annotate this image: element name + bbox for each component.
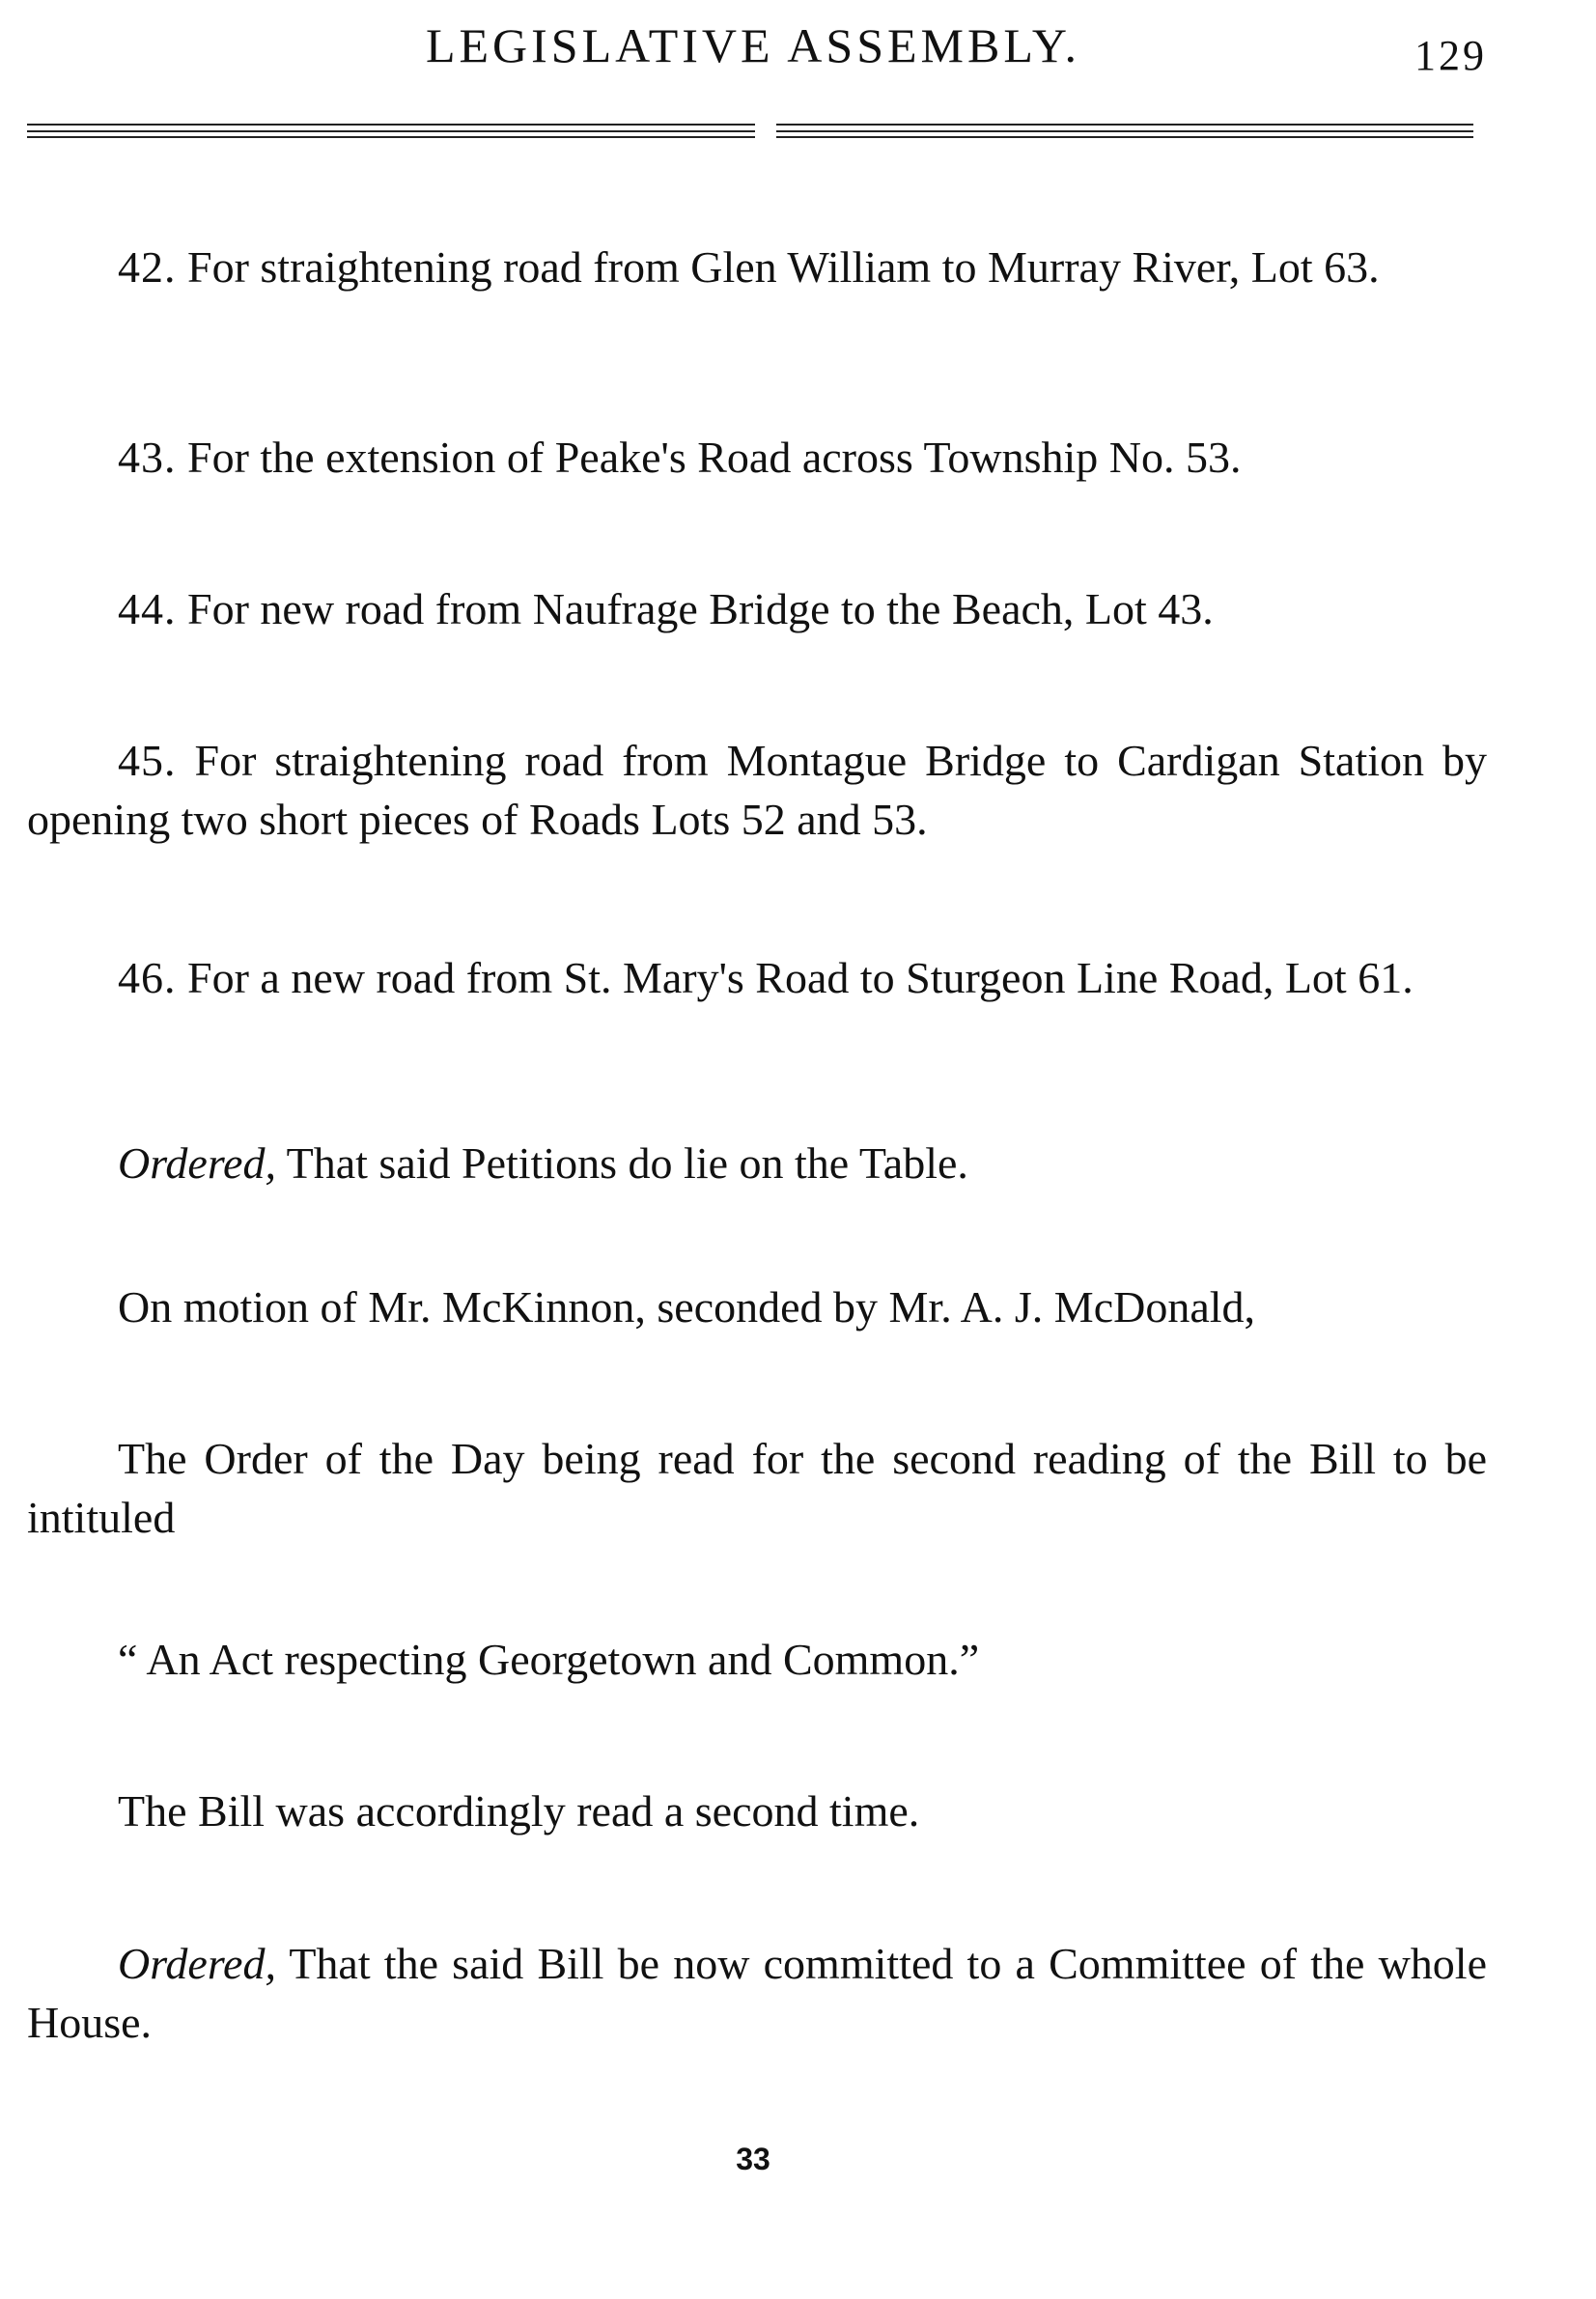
rule-line bbox=[27, 130, 1473, 132]
petition-item-46 bbox=[27, 948, 1487, 1007]
second-reading bbox=[27, 1781, 1487, 1840]
rule-line bbox=[27, 136, 1473, 138]
act-title bbox=[27, 1630, 1487, 1689]
petition-item-42 bbox=[27, 238, 1487, 296]
petition-item-44 bbox=[27, 579, 1487, 638]
item-text: For straightening road from Montague Bridge to Cardigan Station by opening two short pieces of Roads Lots 52 and 53. bbox=[27, 736, 1487, 844]
motion-line bbox=[27, 1277, 1487, 1336]
order-committee bbox=[27, 1934, 1487, 2052]
header-rule bbox=[27, 124, 1473, 139]
item-number: 43. bbox=[118, 433, 177, 482]
rule-gap bbox=[755, 124, 776, 139]
item-number: 46. bbox=[118, 953, 177, 1002]
petition-item-43 bbox=[27, 428, 1487, 487]
item-number: 45. bbox=[118, 736, 177, 785]
order-text: That said Petitions do lie on the Table. bbox=[286, 1138, 968, 1188]
second-reading-text: The Bill was accordingly read a second time. bbox=[118, 1786, 920, 1836]
order-of-day-text: The Order of the Day being read for the second reading of the Bill to be intituled bbox=[27, 1434, 1487, 1542]
signature-mark: 33 bbox=[736, 2142, 770, 2176]
ordered-lead: Ordered, bbox=[118, 1138, 276, 1188]
item-text: For the extension of Peake's Road across Township No. 53. bbox=[187, 433, 1242, 482]
running-head bbox=[0, 17, 1596, 85]
running-title: LEGISLATIVE ASSEMBLY. bbox=[425, 18, 1081, 72]
order-petitions bbox=[27, 1134, 1487, 1192]
rule-line bbox=[27, 124, 1473, 126]
order-of-day bbox=[27, 1429, 1487, 1547]
petition-item-45 bbox=[27, 731, 1487, 849]
motion-text: On motion of Mr. McKinnon, seconded by Mr. A. J. McDonald, bbox=[118, 1282, 1256, 1332]
item-text: For new road from Naufrage Bridge to the Beach, Lot 43. bbox=[187, 584, 1214, 633]
item-number: 42. bbox=[118, 242, 177, 292]
order-text: That the said Bill be now committed to a Committee of the whole House. bbox=[27, 1939, 1487, 2047]
item-text: For a new road from St. Mary's Road to Sturgeon Line Road, Lot 61. bbox=[187, 953, 1414, 1002]
page-number: 129 bbox=[1414, 32, 1487, 79]
act-title-text: “ An Act respecting Georgetown and Common.” bbox=[118, 1635, 980, 1684]
item-text: For straightening road from Glen William to Murray River, Lot 63. bbox=[187, 242, 1380, 292]
ordered-lead: Ordered, bbox=[118, 1939, 276, 1988]
item-number: 44. bbox=[118, 584, 177, 633]
